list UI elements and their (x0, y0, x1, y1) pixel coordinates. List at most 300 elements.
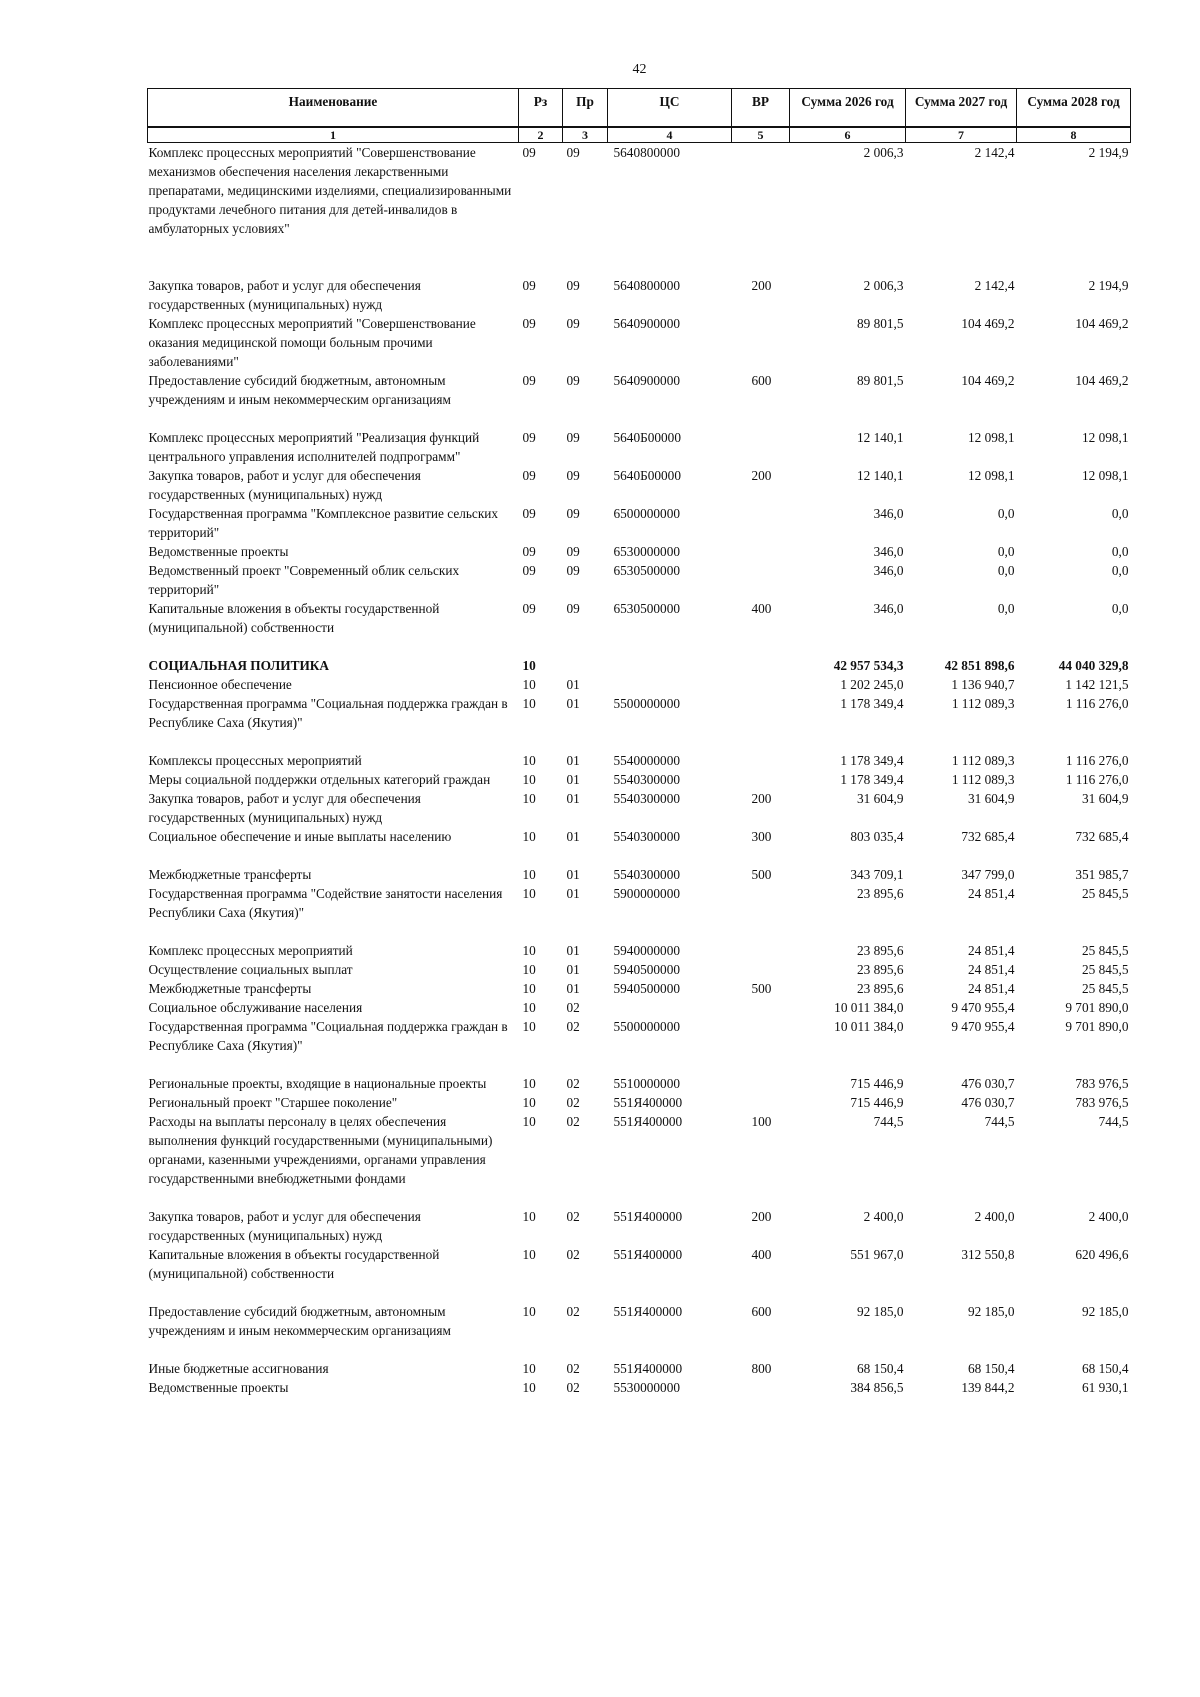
row-name: Межбюджетные трансферты (148, 981, 312, 996)
row-rz: 09 (522, 430, 536, 445)
row-vr: 100 (751, 1114, 772, 1129)
table-row (148, 428, 1131, 466)
table-body (148, 143, 1131, 1398)
row-sum-2027: 12 098,1 (967, 468, 1015, 483)
row-cs: 5940000000 (613, 943, 680, 958)
row-vr (732, 1378, 790, 1397)
row-rz: 10 (522, 696, 536, 711)
row-sum-2026: 343 709,1 (850, 867, 904, 882)
row-rz: 10 (522, 981, 536, 996)
row-pr: 01 (566, 791, 580, 806)
row-sum-2027: 92 185,0 (967, 1304, 1015, 1319)
row-sum-2026: 23 895,6 (856, 943, 904, 958)
row-sum-2026: 89 801,5 (856, 316, 904, 331)
row-cs (608, 998, 732, 1017)
row-name: Предоставление субсидий бюджетным, автономным учреждениям и иным некоммерческим организациям (148, 373, 451, 407)
row-rz: 09 (522, 544, 536, 559)
row-cs: 5940500000 (613, 981, 680, 996)
row-pr: 02 (566, 1209, 580, 1224)
table-row (148, 542, 1131, 561)
row-rz: 09 (522, 563, 536, 578)
row-rz: 10 (522, 791, 536, 806)
row-name: Комплекс процессных мероприятий (148, 943, 353, 958)
row-name: Региональные проекты, входящие в национальные проекты (148, 1076, 487, 1091)
row-sum-2028: 104 469,2 (1075, 373, 1129, 388)
row-cs: 6530000000 (613, 544, 680, 559)
row-sum-2027: 1 136 940,7 (951, 677, 1015, 692)
table-row (148, 1112, 1131, 1207)
row-vr: 200 (751, 278, 772, 293)
row-name: Социальное обслуживание населения (148, 1000, 363, 1015)
row-sum-2028: 1 116 276,0 (1065, 696, 1129, 711)
header-sum-2027: Сумма 2027 год (906, 89, 1017, 128)
row-name: Комплекс процессных мероприятий "Совершенствование механизмов обеспечения населения лекарственными препаратами, медицинскими изделиями, специализированными продуктами лечебного питания для детей-инвалидов в амбулаторных условиях" (148, 145, 512, 236)
row-name: Государственная программа "Социальная поддержка граждан в Республике Саха (Якутия)" (148, 1019, 508, 1053)
row-sum-2026: 2 006,3 (863, 278, 904, 293)
row-sum-2027: 1 112 089,3 (951, 772, 1015, 787)
row-name: Капитальные вложения в объекты государственной (муниципальной) собственности (148, 1247, 440, 1281)
row-sum-2027: 24 851,4 (967, 886, 1015, 901)
row-sum-2027: 42 851 898,6 (944, 658, 1015, 673)
row-cs: 5900000000 (613, 886, 680, 901)
row-sum-2027: 2 142,4 (974, 278, 1015, 293)
row-cs: 5540300000 (613, 829, 680, 844)
row-sum-2028: 2 400,0 (1088, 1209, 1129, 1224)
row-sum-2028: 0,0 (1111, 544, 1129, 559)
row-sum-2026: 803 035,4 (850, 829, 904, 844)
row-vr: 400 (751, 1247, 772, 1262)
row-vr (732, 1074, 790, 1093)
row-pr: 01 (566, 772, 580, 787)
row-vr (732, 694, 790, 751)
row-vr: 400 (751, 601, 772, 616)
row-sum-2027: 104 469,2 (961, 373, 1015, 388)
row-sum-2028: 2 194,9 (1088, 145, 1129, 160)
table-row (148, 960, 1131, 979)
row-rz: 09 (522, 506, 536, 521)
row-sum-2027: 9 470 955,4 (951, 1000, 1015, 1015)
row-pr: 02 (566, 1247, 580, 1262)
row-sum-2028: 9 701 890,0 (1065, 1019, 1129, 1034)
row-vr (732, 770, 790, 789)
table-row (148, 979, 1131, 998)
row-sum-2027: 68 150,4 (967, 1361, 1015, 1376)
row-name: Государственная программа "Содействие занятости населения Республики Саха (Якутия)" (148, 886, 503, 920)
row-sum-2027: 0,0 (997, 563, 1015, 578)
row-pr: 02 (566, 1019, 580, 1034)
row-cs: 5540300000 (613, 772, 680, 787)
row-sum-2028: 1 116 276,0 (1065, 753, 1129, 768)
table-row (148, 884, 1131, 941)
row-sum-2026: 2 006,3 (863, 145, 904, 160)
table-row (148, 1074, 1131, 1093)
row-pr: 09 (566, 430, 580, 445)
row-rz: 09 (522, 601, 536, 616)
row-vr: 600 (751, 1304, 772, 1319)
row-sum-2027: 0,0 (997, 544, 1015, 559)
row-sum-2027: 24 851,4 (967, 962, 1015, 977)
table-row (148, 656, 1131, 675)
table-row (148, 865, 1131, 884)
row-sum-2028: 783 976,5 (1075, 1076, 1129, 1091)
row-sum-2028: 25 845,5 (1081, 943, 1129, 958)
row-sum-2026: 551 967,0 (850, 1247, 904, 1262)
column-number: 7 (906, 127, 1017, 143)
row-name: Государственная программа "Социальная поддержка граждан в Республике Саха (Якутия)" (148, 696, 508, 730)
row-vr: 200 (751, 791, 772, 806)
row-sum-2028: 0,0 (1111, 563, 1129, 578)
row-sum-2026: 12 140,1 (856, 468, 904, 483)
row-rz: 09 (522, 468, 536, 483)
column-number: 3 (563, 127, 608, 143)
row-rz: 10 (522, 1209, 536, 1224)
row-name: Предоставление субсидий бюджетным, автономным учреждениям и иным некоммерческим организациям (148, 1304, 451, 1338)
row-rz: 09 (522, 145, 536, 160)
row-rz: 10 (522, 1304, 536, 1319)
table-row (148, 1207, 1131, 1245)
row-sum-2028: 0,0 (1111, 601, 1129, 616)
row-pr: 01 (566, 943, 580, 958)
row-pr: 02 (566, 1114, 580, 1129)
table-row (148, 466, 1131, 504)
header-vr: ВР (732, 89, 790, 128)
row-vr: 500 (751, 867, 772, 882)
row-vr: 600 (751, 373, 772, 388)
row-rz: 10 (522, 1247, 536, 1262)
column-number-row (148, 127, 1131, 143)
row-cs: 5640800000 (613, 145, 680, 160)
table-row (148, 694, 1131, 751)
table-row (148, 751, 1131, 770)
row-sum-2027: 2 400,0 (974, 1209, 1015, 1224)
row-sum-2028: 9 701 890,0 (1065, 1000, 1129, 1015)
row-vr (732, 542, 790, 561)
row-sum-2027: 732 685,4 (961, 829, 1015, 844)
table-row (148, 675, 1131, 694)
row-sum-2028: 0,0 (1111, 506, 1129, 521)
row-pr: 02 (566, 1076, 580, 1091)
row-pr: 01 (566, 886, 580, 901)
row-vr: 300 (751, 829, 772, 844)
row-name: Ведомственные проекты (148, 1380, 289, 1395)
row-rz: 10 (522, 772, 536, 787)
row-vr (732, 504, 790, 542)
row-vr: 500 (751, 981, 772, 996)
row-name: Иные бюджетные ассигнования (148, 1361, 329, 1376)
row-cs: 5940500000 (613, 962, 680, 977)
row-sum-2027: 139 844,2 (961, 1380, 1015, 1395)
row-vr (732, 675, 790, 694)
row-sum-2028: 61 930,1 (1081, 1380, 1129, 1395)
row-rz: 10 (522, 886, 536, 901)
row-name: Меры социальной поддержки отдельных категорий граждан (148, 772, 491, 787)
row-sum-2026: 23 895,6 (856, 962, 904, 977)
row-sum-2027: 104 469,2 (961, 316, 1015, 331)
row-pr: 02 (566, 1095, 580, 1110)
row-sum-2027: 9 470 955,4 (951, 1019, 1015, 1034)
row-vr (732, 428, 790, 466)
row-cs: 551Я400000 (613, 1095, 683, 1110)
row-sum-2028: 68 150,4 (1081, 1361, 1129, 1376)
row-rz: 10 (522, 867, 536, 882)
row-cs: 5640800000 (613, 278, 680, 293)
row-vr (732, 656, 790, 675)
row-pr: 09 (566, 563, 580, 578)
row-sum-2028: 351 985,7 (1075, 867, 1129, 882)
table-row (148, 998, 1131, 1017)
row-sum-2027: 24 851,4 (967, 943, 1015, 958)
row-pr: 01 (566, 696, 580, 711)
row-sum-2027: 0,0 (997, 506, 1015, 521)
table-row (148, 314, 1131, 371)
row-sum-2028: 44 040 329,8 (1058, 658, 1129, 673)
row-pr: 09 (566, 373, 580, 388)
row-pr: 09 (566, 316, 580, 331)
row-sum-2026: 1 178 349,4 (840, 772, 904, 787)
budget-table (147, 88, 1131, 1397)
column-number: 8 (1017, 127, 1131, 143)
row-cs: 551Я400000 (613, 1114, 683, 1129)
row-sum-2026: 92 185,0 (856, 1304, 904, 1319)
row-pr: 01 (566, 867, 580, 882)
row-vr (732, 1017, 790, 1074)
table-row (148, 504, 1131, 542)
row-sum-2026: 346,0 (873, 544, 904, 559)
row-sum-2028: 25 845,5 (1081, 962, 1129, 977)
row-name: Расходы на выплаты персоналу в целях обеспечения выполнения функций государственными (муниципальными) органами, казенными учреждениями, органами управления государственными внебюджетными фондами (148, 1114, 493, 1186)
row-rz: 10 (522, 1380, 536, 1395)
row-vr: 800 (751, 1361, 772, 1376)
row-sum-2027: 31 604,9 (967, 791, 1015, 806)
row-rz: 09 (522, 278, 536, 293)
row-name: Региональный проект "Старшее поколение" (148, 1095, 398, 1110)
row-sum-2028: 92 185,0 (1081, 1304, 1129, 1319)
table-row (148, 941, 1131, 960)
row-sum-2027: 1 112 089,3 (951, 696, 1015, 711)
row-cs: 5640Б00000 (613, 468, 681, 483)
row-rz: 09 (522, 373, 536, 388)
row-sum-2026: 346,0 (873, 506, 904, 521)
row-cs: 6530500000 (613, 563, 680, 578)
table-row (148, 1245, 1131, 1302)
row-rz: 10 (522, 943, 536, 958)
row-name: СОЦИАЛЬНАЯ ПОЛИТИКА (148, 658, 330, 673)
row-cs: 551Я400000 (613, 1361, 683, 1376)
row-cs: 5540300000 (613, 791, 680, 806)
row-vr (732, 884, 790, 941)
row-pr: 01 (566, 753, 580, 768)
row-rz: 09 (522, 316, 536, 331)
row-sum-2027: 2 142,4 (974, 145, 1015, 160)
row-sum-2027: 12 098,1 (967, 430, 1015, 445)
row-sum-2028: 1 142 121,5 (1065, 677, 1129, 692)
row-sum-2028: 25 845,5 (1081, 981, 1129, 996)
row-sum-2028: 1 116 276,0 (1065, 772, 1129, 787)
row-name: Осуществление социальных выплат (148, 962, 353, 977)
row-sum-2026: 23 895,6 (856, 981, 904, 996)
row-sum-2026: 12 140,1 (856, 430, 904, 445)
header-row (148, 89, 1131, 128)
row-sum-2028: 732 685,4 (1075, 829, 1129, 844)
row-sum-2028: 2 194,9 (1088, 278, 1129, 293)
row-pr: 02 (566, 1304, 580, 1319)
row-name: Межбюджетные трансферты (148, 867, 312, 882)
row-cs: 5640Б00000 (613, 430, 681, 445)
row-pr: 01 (566, 962, 580, 977)
row-sum-2027: 476 030,7 (961, 1076, 1015, 1091)
row-name: Социальное обеспечение и иные выплаты населению (148, 829, 452, 844)
row-name: Ведомственные проекты (148, 544, 289, 559)
row-sum-2027: 0,0 (997, 601, 1015, 616)
row-sum-2028: 25 845,5 (1081, 886, 1129, 901)
row-pr: 01 (566, 677, 580, 692)
table-row (148, 276, 1131, 314)
header-cs: ЦС (608, 89, 732, 128)
row-name: Закупка товаров, работ и услуг для обеспечения государственных (муниципальных) нужд (148, 468, 421, 502)
row-cs: 551Я400000 (613, 1209, 683, 1224)
row-sum-2026: 1 178 349,4 (840, 753, 904, 768)
row-sum-2026: 23 895,6 (856, 886, 904, 901)
row-cs: 5500000000 (613, 696, 680, 711)
row-vr (732, 143, 790, 277)
row-pr: 01 (566, 829, 580, 844)
table-row (148, 1359, 1131, 1378)
row-name: Закупка товаров, работ и услуг для обеспечения государственных (муниципальных) нужд (148, 278, 421, 312)
table-row (148, 1378, 1131, 1397)
row-pr: 09 (566, 544, 580, 559)
row-sum-2026: 10 011 384,0 (834, 1019, 904, 1034)
row-cs: 6530500000 (613, 601, 680, 616)
row-pr: 09 (566, 601, 580, 616)
row-rz: 10 (522, 1000, 536, 1015)
row-sum-2026: 42 957 534,3 (833, 658, 904, 673)
row-name: Закупка товаров, работ и услуг для обеспечения государственных (муниципальных) нужд (148, 1209, 421, 1243)
row-vr (732, 314, 790, 371)
row-name: Ведомственный проект "Современный облик сельских территорий" (148, 563, 460, 597)
budget-sheet (147, 88, 1130, 1397)
row-pr: 02 (566, 1000, 580, 1015)
row-sum-2026: 715 446,9 (850, 1095, 904, 1110)
row-sum-2028: 12 098,1 (1081, 468, 1129, 483)
header-sum-2028: Сумма 2028 год (1017, 89, 1131, 128)
column-number: 4 (608, 127, 732, 143)
row-rz: 10 (522, 677, 536, 692)
row-sum-2026: 384 856,5 (850, 1380, 904, 1395)
row-rz: 10 (522, 1019, 536, 1034)
row-vr (732, 561, 790, 599)
row-sum-2028: 744,5 (1098, 1114, 1129, 1129)
row-sum-2026: 31 604,9 (856, 791, 904, 806)
row-sum-2028: 12 098,1 (1081, 430, 1129, 445)
header-rz: Рз (519, 89, 563, 128)
row-pr: 09 (566, 506, 580, 521)
row-sum-2026: 68 150,4 (856, 1361, 904, 1376)
row-vr: 200 (751, 1209, 772, 1224)
row-name: Капитальные вложения в объекты государственной (муниципальной) собственности (148, 601, 440, 635)
row-cs: 551Я400000 (613, 1247, 683, 1262)
row-sum-2028: 620 496,6 (1075, 1247, 1129, 1262)
row-name: Комплекс процессных мероприятий "Реализация функций центрального управления исполнителей подпрограмм" (148, 430, 480, 464)
row-cs: 5640900000 (613, 316, 680, 331)
row-sum-2027: 744,5 (984, 1114, 1015, 1129)
row-cs: 6500000000 (613, 506, 680, 521)
table-row (148, 1093, 1131, 1112)
row-sum-2026: 1 202 245,0 (840, 677, 904, 692)
row-pr: 09 (566, 278, 580, 293)
table-row (148, 561, 1131, 599)
row-sum-2028: 783 976,5 (1075, 1095, 1129, 1110)
row-sum-2026: 2 400,0 (863, 1209, 904, 1224)
row-sum-2027: 347 799,0 (961, 867, 1015, 882)
row-sum-2028: 31 604,9 (1081, 791, 1129, 806)
row-sum-2027: 312 550,8 (961, 1247, 1015, 1262)
row-name: Комплекс процессных мероприятий "Совершенствование оказания медицинской помощи больным прочими заболеваниями" (148, 316, 476, 369)
row-rz: 10 (522, 962, 536, 977)
row-rz: 10 (522, 1361, 536, 1376)
row-pr: 02 (566, 1361, 580, 1376)
row-rz: 10 (522, 1076, 536, 1091)
row-cs: 551Я400000 (613, 1304, 683, 1319)
row-sum-2026: 89 801,5 (856, 373, 904, 388)
row-name: Государственная программа "Комплексное развитие сельских территорий" (148, 506, 499, 540)
row-sum-2026: 744,5 (873, 1114, 904, 1129)
row-sum-2026: 1 178 349,4 (840, 696, 904, 711)
row-vr (732, 941, 790, 960)
row-pr (563, 656, 608, 675)
table-row (148, 789, 1131, 827)
row-vr (732, 751, 790, 770)
row-rz: 10 (522, 1095, 536, 1110)
row-rz: 10 (522, 1114, 536, 1129)
row-cs: 5640900000 (613, 373, 680, 388)
row-sum-2026: 346,0 (873, 563, 904, 578)
column-number: 1 (148, 127, 519, 143)
table-row (148, 1302, 1131, 1359)
row-sum-2027: 1 112 089,3 (951, 753, 1015, 768)
row-sum-2026: 715 446,9 (850, 1076, 904, 1091)
row-vr (732, 1093, 790, 1112)
column-number: 2 (519, 127, 563, 143)
header-pr: Пр (563, 89, 608, 128)
table-row (148, 770, 1131, 789)
header-sum-2026: Сумма 2026 год (790, 89, 906, 128)
column-number: 6 (790, 127, 906, 143)
row-rz: 10 (522, 829, 536, 844)
row-sum-2026: 346,0 (873, 601, 904, 616)
table-row (148, 143, 1131, 277)
row-name: Пенсионное обеспечение (148, 677, 292, 692)
row-name: Закупка товаров, работ и услуг для обеспечения государственных (муниципальных) нужд (148, 791, 421, 825)
page-number: 42 (632, 62, 647, 77)
row-vr (732, 960, 790, 979)
column-number: 5 (732, 127, 790, 143)
row-cs (608, 675, 732, 694)
header-name: Наименование (148, 89, 519, 128)
row-vr (732, 998, 790, 1017)
row-pr: 09 (566, 145, 580, 160)
row-cs: 5540300000 (613, 867, 680, 882)
row-sum-2026: 10 011 384,0 (834, 1000, 904, 1015)
row-cs: 5530000000 (613, 1380, 680, 1395)
row-cs: 5540000000 (613, 753, 680, 768)
table-row (148, 599, 1131, 656)
table-row (148, 1017, 1131, 1074)
row-pr: 02 (566, 1380, 580, 1395)
row-pr: 09 (566, 468, 580, 483)
row-rz: 10 (522, 658, 536, 673)
row-name: Комплексы процессных мероприятий (148, 753, 362, 768)
row-cs (608, 656, 732, 675)
